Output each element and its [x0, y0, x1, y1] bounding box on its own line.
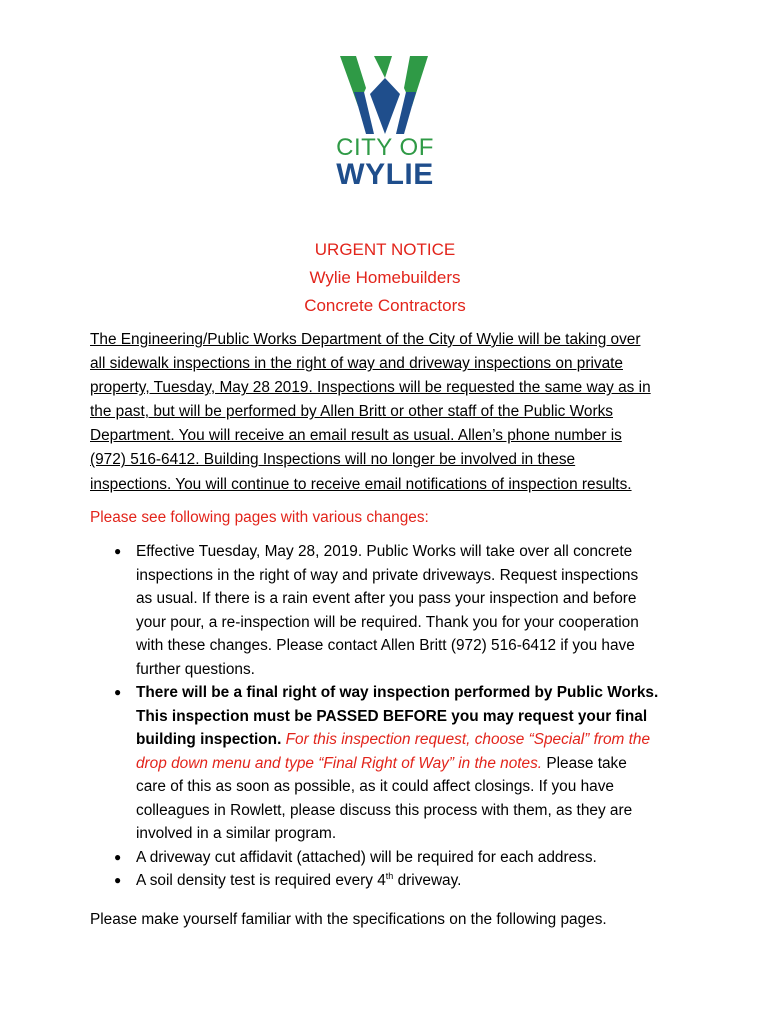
list-item-line [136, 728, 690, 752]
list-item-line: with these changes. Please contact Allen Britt (972) 516-6412 if you have [136, 637, 635, 654]
notice-audience-2: Concrete Contractors [304, 296, 466, 315]
list-item-line: A driveway cut affidavit (attached) will be required for each address. [136, 848, 597, 866]
changes-list [90, 540, 690, 893]
list-item-line: care of this as soon as possible, as it could affect closings. If you have [136, 778, 614, 795]
ordinal-suffix: th [385, 870, 394, 881]
intro-line: inspections. You will continue to receive email notifications of inspection results. [90, 475, 632, 493]
intro-line: The Engineering/Public Works Department of the City of Wylie will be taking over [90, 331, 641, 348]
intro-line: property, Tuesday, May 28 2019. Inspections will be requested the same way as in [90, 379, 651, 397]
intro-line: the past, but will be performed by Allen Britt or other staff of the Public Works [90, 403, 613, 421]
plain-text: A soil density test is required every 4 [136, 872, 386, 889]
list-item-line: as usual. If there is a rain event after you pass your inspection and before [136, 590, 637, 607]
list-item-line: your pour, a re-inspection will be required. Thank you for your cooperation [136, 613, 639, 631]
notice-title: URGENT NOTICE [314, 240, 456, 259]
bullet-icon: ● [114, 544, 122, 558]
list-item-line: There will be a final right of way inspection performed by Public Works. [136, 684, 659, 701]
list-item-line: This inspection must be PASSED BEFORE you may request your final [136, 707, 648, 725]
city-of-wylie-logo [330, 50, 440, 190]
intro-line: all sidewalk inspections in the right of way and driveway inspections on private [90, 355, 623, 373]
w-mark-icon [330, 50, 440, 136]
bold-text: building inspection. [136, 731, 282, 748]
notice-audience-1: Wylie Homebuilders [309, 268, 461, 287]
list-item [90, 869, 690, 893]
see-following-pages: Please see following pages with various changes: [90, 509, 429, 526]
special-instruction-text: For this inspection request, choose “Special” from the [281, 731, 651, 748]
list-item-line: colleagues in Rowlett, please discuss this process with them, as they are [136, 801, 633, 819]
bullet-icon: ● [114, 873, 122, 887]
list-item-line: involved in a similar program. [136, 825, 337, 842]
plain-text: driveway. [393, 872, 462, 889]
bullet-icon: ● [114, 849, 122, 864]
plain-text: Please take [542, 754, 627, 772]
list-item-line [136, 752, 690, 776]
logo-city-of: CITY OF [336, 134, 434, 161]
closing-paragraph: Please make yourself familiar with the specifications on the following pages. [90, 911, 607, 928]
logo-wylie: WYLIE [336, 158, 434, 191]
list-item-line: Effective Tuesday, May 28, 2019. Public Works will take over all concrete [136, 543, 633, 560]
intro-paragraph [90, 328, 690, 497]
list-item-line [136, 869, 690, 893]
special-instruction-text: drop down menu and type “Final Right of Way” in the notes. [136, 754, 543, 772]
bullet-icon: ● [114, 685, 122, 699]
list-item [90, 540, 690, 681]
list-item [90, 681, 690, 846]
list-item-line: inspections in the right of way and private driveways. Request inspections [136, 566, 639, 584]
list-item-line: further questions. [136, 660, 255, 678]
intro-line: (972) 516-6412. Building Inspections will no longer be involved in these [90, 451, 576, 469]
urgent-notice-heading [0, 236, 770, 320]
list-item [90, 846, 690, 870]
intro-line: Department. You will receive an email result as usual. Allen’s phone number is [90, 427, 622, 445]
